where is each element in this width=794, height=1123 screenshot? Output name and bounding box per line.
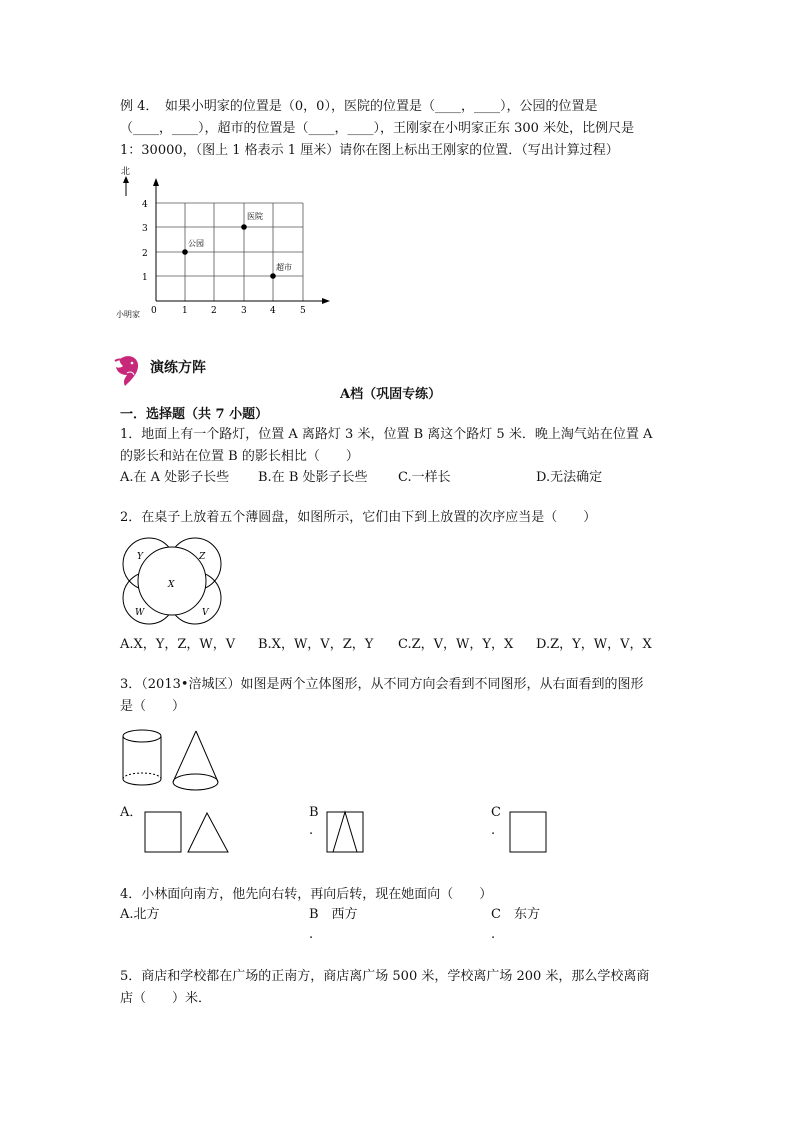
- q4-option-b-dot: .: [309, 927, 314, 942]
- q2-option-d: D.Z，Y，W，V，X: [536, 637, 652, 652]
- park-label: 公园: [188, 239, 204, 248]
- q1-option-b: B.在 B 处影子长些: [258, 470, 368, 485]
- q2-line1: 2．在桌子上放着五个薄圆盘，如图所示，它们由下到上放置的次序应当是（ ）: [120, 510, 597, 525]
- q3-option-b-shape: [325, 810, 367, 856]
- q3-option-b: B: [309, 805, 319, 820]
- x-tick: 2: [211, 306, 217, 316]
- q3-option-c: C: [491, 805, 501, 820]
- q3-line2: 是（ ）: [120, 699, 186, 714]
- coordinate-grid: [112, 164, 342, 324]
- supermarket-point: [270, 273, 276, 279]
- x-tick: 3: [241, 306, 247, 316]
- section-title: 演练方阵: [150, 360, 206, 376]
- x-tick: 4: [270, 306, 276, 316]
- origin-label: 小明家: [116, 310, 140, 319]
- park-point: [182, 249, 188, 255]
- q1-option-a: A.在 A 处影子长些: [120, 470, 230, 485]
- q5-line1: 5．商店和学校都在广场的正南方，商店离广场 500 米，学校离广场 200 米，那么学校离商: [120, 969, 650, 984]
- disc-label: V: [202, 608, 209, 618]
- q4-line1: 4．小林面向南方，他先向右转，再向后转，现在她面向（ ）: [120, 887, 493, 902]
- q3-option-b-dot: .: [309, 823, 314, 838]
- north-label: 北: [121, 167, 131, 177]
- origin-zero: 0: [151, 306, 157, 316]
- disc-label: Y: [137, 552, 143, 562]
- y-tick: 1: [142, 273, 148, 283]
- example4-line3: 1：30000，（图上 1 格表示 1 厘米）请你在图上标出王刚家的位置．（写出计算过程）: [120, 143, 619, 158]
- y-tick: 3: [142, 224, 148, 234]
- q4-option-b: B 西方: [309, 907, 358, 922]
- q4-option-a: A.北方: [120, 907, 160, 922]
- q1-line2: 的影长和站在位置 B 的影长相比（ ）: [120, 449, 359, 464]
- part-heading: 一．选择题（共 7 小题）: [120, 407, 269, 422]
- dolphin-icon: [112, 353, 144, 391]
- example4-line2: （____，____），超市的位置是（____，____），王刚家在小明家正东 300 米处，比例尺是: [120, 121, 635, 136]
- q5-line2: 店（ ）米．: [120, 991, 212, 1006]
- q2-option-c: C.Z，V，W，Y，X: [398, 637, 514, 652]
- q3-option-c-dot: .: [491, 823, 496, 838]
- hospital-label: 医院: [247, 212, 263, 221]
- q1-option-d: D.无法确定: [536, 470, 603, 485]
- q3-line1: 3．（2013•涪城区）如图是两个立体图形，从不同方向会看到不同图形，从右面看到的图形: [120, 677, 644, 692]
- example4-line1: 例 4． 如果小明家的位置是（0，0），医院的位置是（____，____），公园的位置是: [120, 99, 598, 114]
- q2-option-a: A.X，Y，Z，W，V: [120, 637, 236, 652]
- q3-option-a-shapes: [142, 810, 234, 856]
- q4-option-c: C 东方: [491, 907, 540, 922]
- y-tick: 2: [142, 249, 148, 259]
- y-tick: 4: [142, 200, 148, 210]
- q1-line1: 1．地面上有一个路灯，位置 A 离路灯 3 米，位置 B 离这个路灯 5 米．晚上淘气站在位置 A: [120, 427, 653, 442]
- disc-label: X: [168, 580, 175, 590]
- q3-option-c-shape: [508, 810, 550, 856]
- solids-figure: [118, 724, 222, 796]
- disc-label: W: [135, 608, 145, 618]
- discs-diagram: [118, 530, 224, 626]
- x-tick: 5: [300, 306, 306, 316]
- x-tick: 1: [182, 306, 188, 316]
- disc-label: Z: [199, 552, 206, 562]
- level-heading: A档（巩固专练）: [340, 387, 442, 402]
- supermarket-label: 超市: [276, 263, 292, 272]
- q3-option-a: A．: [120, 805, 143, 820]
- q4-option-c-dot: .: [491, 927, 496, 942]
- q2-option-b: B.X，W，V，Z，Y: [258, 637, 374, 652]
- q1-option-c: C.一样长: [398, 470, 451, 485]
- hospital-point: [241, 224, 247, 230]
